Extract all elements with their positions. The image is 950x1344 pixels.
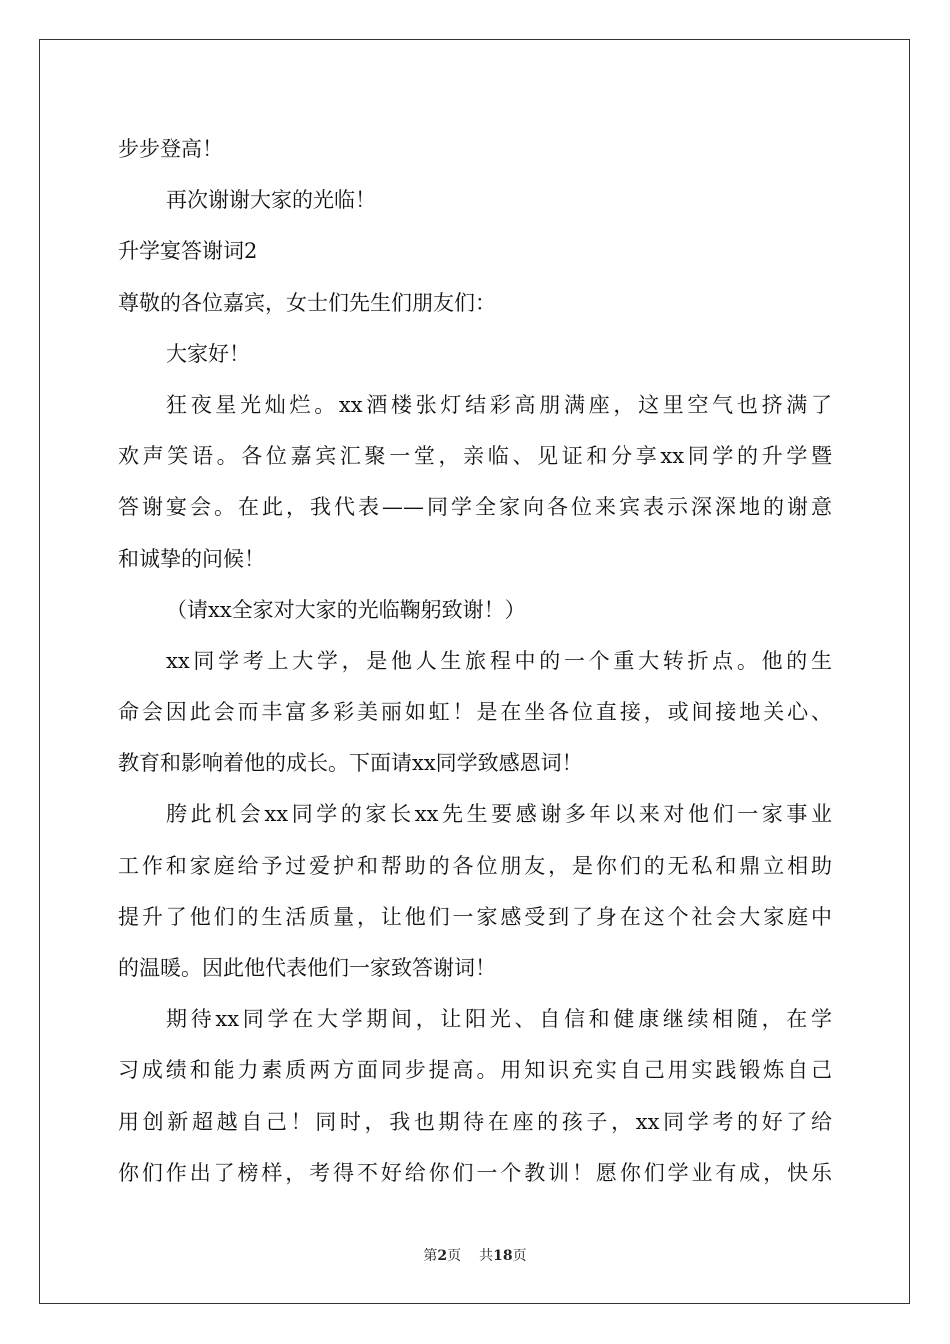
total-pages: 18 <box>493 1248 513 1264</box>
text-line: 提升了他们的生活质量，让他们一家感受到了身在这个社会大家庭中 <box>118 904 832 929</box>
text-line: 答谢宴会。在此，我代表——同学全家向各位来宾表示深深地的谢意 <box>118 495 832 520</box>
text-line: 狂夜星光灿烂。xx酒楼张灯结彩高朋满座，这里空气也挤满了 <box>166 392 832 417</box>
total-suffix: 页 <box>512 1248 527 1264</box>
text-line: 和诚挚的问候！ <box>118 546 265 571</box>
text-line: 步步登高！ <box>118 137 223 161</box>
text-line: 再次谢谢大家的光临！ <box>166 188 376 213</box>
page-prefix: 第 <box>423 1248 438 1264</box>
text-line: 期待xx同学在大学期间，让阳光、自信和健康继续相随，在学 <box>166 1007 832 1032</box>
text-line: 你们作出了榜样，考得不好给你们一个教训！愿你们学业有成，快乐 <box>118 1160 832 1185</box>
page-footer <box>0 1245 950 1265</box>
page-number: 2 <box>437 1248 448 1264</box>
text-line: （请xx全家对大家的光临鞠躬致谢！） <box>166 597 526 622</box>
text-line: 命会因此会而丰富多彩美丽如虹！是在坐各位直接，或间接地关心、 <box>118 700 832 725</box>
text-line: 欢声笑语。各位嘉宾汇聚一堂，亲临、见证和分享xx同学的升学暨 <box>118 444 832 469</box>
text-line: 的温暖。因此他代表他们一家致答谢词！ <box>118 956 496 980</box>
total-prefix: 共 <box>479 1248 494 1264</box>
salutation: 尊敬的各位嘉宾，女士们先生们朋友们： <box>118 290 496 315</box>
text-line: 习成绩和能力素质两方面同步提高。用知识充实自己用实践锻炼自己 <box>118 1058 832 1083</box>
text-line: 用创新超越自己！同时，我也期待在座的孩子，xx同学考的好了给 <box>118 1109 832 1134</box>
text-line: 胯此机会xx同学的家长xx先生要感谢多年以来对他们一家事业 <box>166 802 832 827</box>
text-line: xx同学考上大学，是他人生旅程中的一个重大转折点。他的生 <box>166 648 832 673</box>
text-line: 工作和家庭给予过爱护和帮助的各位朋友，是你们的无私和鼎立相助 <box>118 853 832 878</box>
document-body <box>118 124 832 1199</box>
greeting: 大家好！ <box>166 341 250 366</box>
page-suffix: 页 <box>447 1248 462 1264</box>
text-line: 教育和影响着他的成长。下面请xx同学致感恩词！ <box>118 751 583 776</box>
section-heading: 升学宴答谢词2 <box>118 239 258 264</box>
